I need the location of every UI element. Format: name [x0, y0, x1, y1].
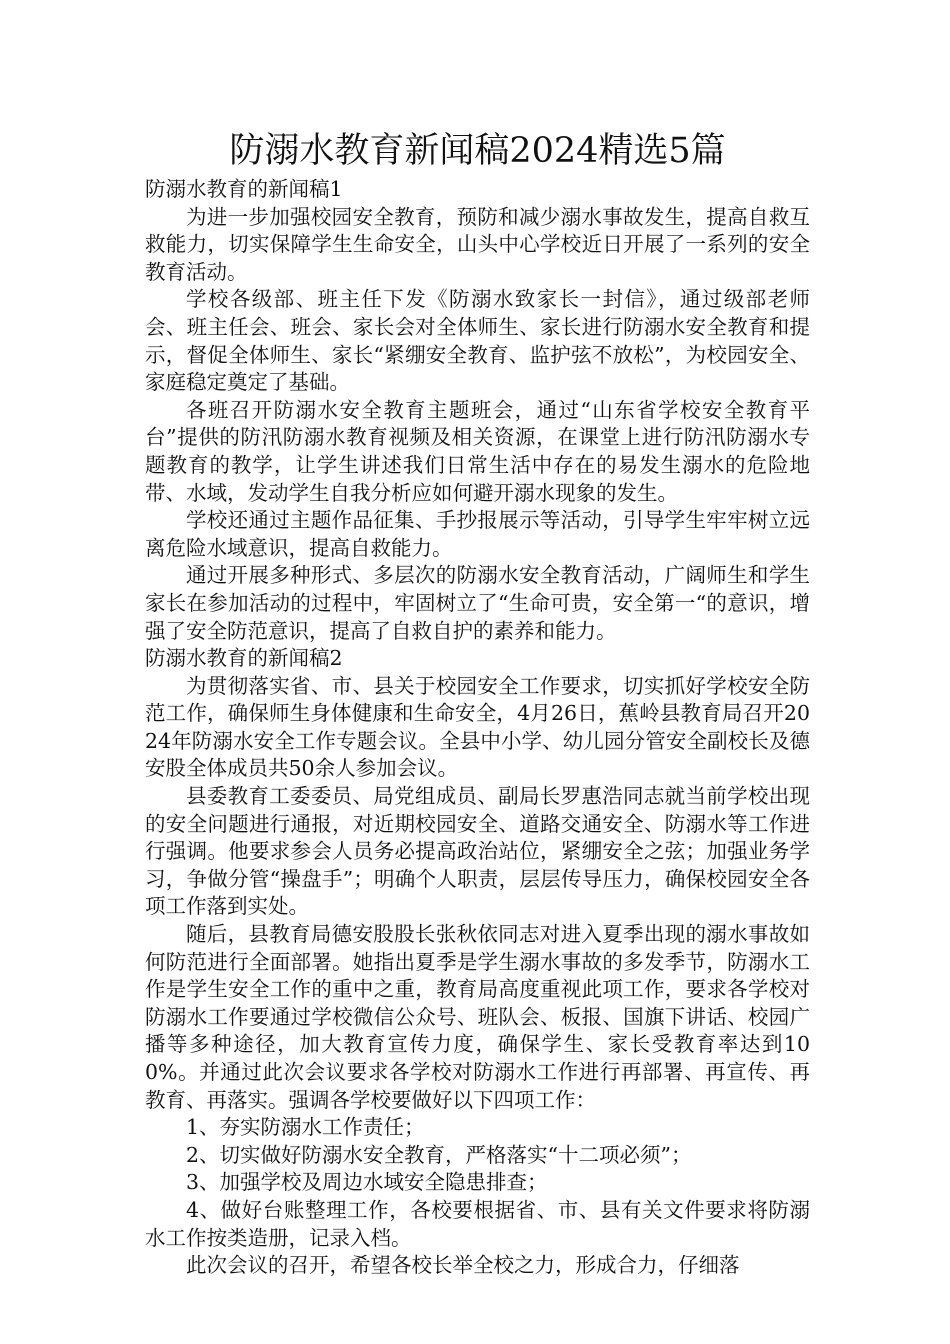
- paragraph: 此次会议的召开，希望各校长举全校之力，形成合力，仔细落: [186, 1253, 740, 1278]
- paragraph: 学校各级部、班主任下发《防溺水致家长一封信》，通过级部老师会、班主任会、班会、家长会对全体师生、家长进行防溺水安全教育和提示，督促全体师生、家长“紧绷安全教育、监护弦不放松”，为校园安全、家庭稳定奠定了基础。: [145, 287, 810, 395]
- list-item: 2、切实做好防溺水安全教育，严格落实“十二项必须”；: [186, 1142, 692, 1167]
- list-item: 4、做好台账整理工作，各校要根据省、市、县有关文件要求将防溺水工作按类造册，记录入档。: [145, 1197, 810, 1250]
- document-page: [145, 128, 810, 1280]
- list-item: 1、夯实防溺水工作责任；: [186, 1115, 425, 1140]
- paragraph: 为贯彻落实省、市、县关于校园安全工作要求，切实抓好学校安全防范工作，确保师生身体健康和生命安全，4月26日，蕉岭县教育局召开2024年防溺水安全工作专题会议。全县中小学、幼儿园分管安全副校长及德安股全体成员共50余人参加会议。: [145, 673, 810, 781]
- paragraph: 各班召开防溺水安全教育主题班会，通过“山东省学校安全教育平台”提供的防汛防溺水教育视频及相关资源，在课堂上进行防汛防溺水专题教育的教学，让学生讲述我们日常生活中存在的易发生溺水的危险地带、水域，发动学生自我分析应如何避开溺水现象的发生。: [145, 397, 810, 505]
- paragraph: 学校还通过主题作品征集、手抄报展示等活动，引导学生牢牢树立远离危险水域意识，提高自救能力。: [145, 508, 810, 560]
- paragraph: 随后，县教育局德安股股长张秋依同志对进入夏季出现的溺水事故如何防范进行全面部署。她指出夏季是学生溺水事故的多发季节，防溺水工作是学生安全工作的重中之重，教育局高度重视此项工作，要求各学校对防溺水工作要通过学校微信公众号、班队会、板报、国旗下讲话、校园广播等多种途径，加大教育宣传力度，确保学生、家长受教育率达到100%。并通过此次会议要求各学校对防溺水工作进行再部署、再宣传、再教育、再落实。强调各学校要做好以下四项工作：: [145, 922, 810, 1112]
- list-item: 3、加强学校及周边水域安全隐患排查；: [186, 1170, 548, 1195]
- news-section-2: [145, 645, 810, 1280]
- paragraph: 县委教育工委委员、局党组成员、副局长罗惠浩同志就当前学校出现的安全问题进行通报，对近期校园安全、道路交通安全、防溺水等工作进行强调。他要求参会人员务必提高政治站位，紧绷安全之弦；加强业务学习，争做分管“操盘手”；明确个人职责，层层传导压力，确保校园安全各项工作落到实处。: [145, 784, 810, 919]
- document-title: 防溺水教育新闻稿2024精选5篇: [229, 131, 726, 171]
- section-heading: 防溺水教育的新闻稿2: [145, 646, 343, 671]
- section-heading: 防溺水教育的新闻稿1: [145, 177, 343, 201]
- news-section-1: [145, 176, 810, 645]
- paragraph: 通过开展多种形式、多层次的防溺水安全教育活动，广阔师生和学生家长在参加活动的过程中，牢固树立了“生命可贵，安全第一“的意识，增强了安全防范意识，提高了自救自护的素养和能力。: [145, 563, 810, 643]
- paragraph: 为进一步加强校园安全教育，预防和减少溺水事故发生，提高自救互救能力，切实保障学生生命安全，山头中心学校近日开展了一系列的安全教育活动。: [145, 204, 810, 284]
